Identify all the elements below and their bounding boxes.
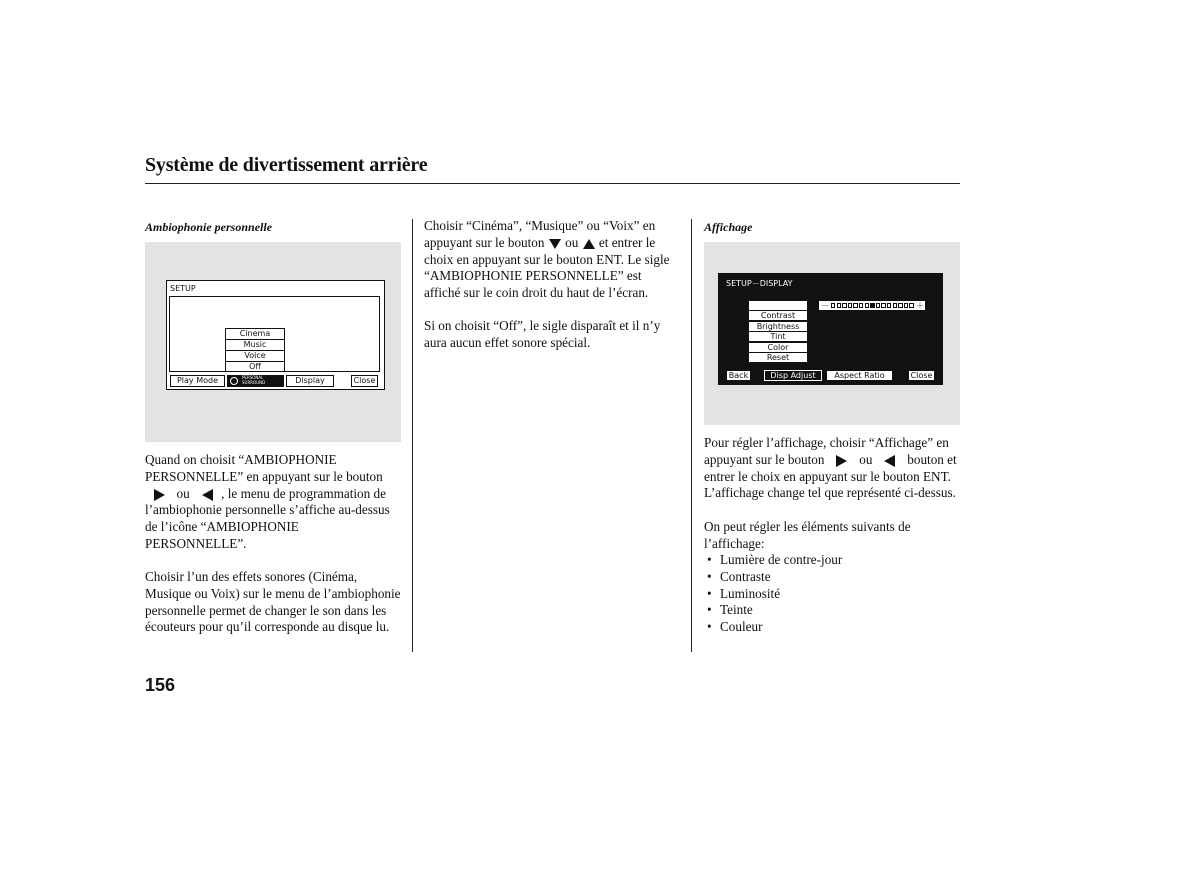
section-heading-display: Affichage: [704, 220, 753, 234]
display-p1-text-b: bouton et entrer le choix en appuyant sur le bouton ENT. L’affichage change tel que représenté ci-dessus.: [704, 451, 957, 501]
slider-minus-icon: －: [821, 301, 829, 310]
screen-content-area: [169, 296, 380, 372]
screen-title: SETUP: [170, 284, 196, 293]
list-item: • Lumière de contre-jour: [704, 552, 960, 569]
display-paragraph-1: [704, 435, 962, 502]
surround-paragraph-1: [145, 452, 403, 553]
slider-segment: [848, 303, 852, 308]
slider-segment: [853, 303, 857, 308]
list-item: • Luminosité: [704, 586, 960, 603]
close-button[interactable]: Close: [351, 375, 378, 387]
display-p1-or: ou: [859, 451, 873, 467]
slider-segment: [837, 303, 841, 308]
slider-segment: [842, 303, 846, 308]
display-paragraph-2: On peut régler les éléments suivants de l’affichage:: [704, 519, 911, 551]
display-p1-text-a: Pour régler l’affichage, choisir “Affichage” en appuyant sur le bouton: [704, 435, 949, 467]
slider-segment: [887, 303, 891, 308]
slider-segment: [904, 303, 908, 308]
selection-p1-or: ou: [565, 234, 579, 250]
surround-p1-text-b: , le menu de programmation de l’ambiophonie personnelle s’affiche au-dessus de l’icône “AMBIOPHONIE PERSONNELLE”.: [145, 485, 390, 551]
display-setup-screen: [718, 273, 943, 385]
page-title: Système de divertissement arrière: [145, 154, 428, 176]
personal-surround-button[interactable]: [227, 375, 284, 387]
selection-p1-text-b: et entrer le choix en appuyant sur le bouton ENT. Le sigle “AMBIOPHONIE PERSONNELLE” est affiché sur le coin droit du haut de l’écran.: [424, 234, 670, 301]
slider-segment: [865, 303, 869, 308]
display-button[interactable]: Display: [286, 375, 334, 387]
slider-segment: [893, 303, 897, 308]
surround-p1-or: ou: [176, 485, 190, 501]
page-number: 156: [145, 675, 176, 695]
surround-icon-label-2: SURROUND: [242, 380, 266, 385]
left-arrow-icon: [884, 455, 895, 467]
menu-item-contrast[interactable]: Contrast: [748, 310, 808, 321]
section-heading-surround: Ambiophonie personnelle: [145, 220, 273, 234]
slider-segment: [831, 303, 835, 308]
slider-segment: [881, 303, 885, 308]
slider-segment: [870, 303, 874, 308]
surround-setup-screen: [166, 280, 385, 390]
menu-item-off[interactable]: Off: [225, 361, 285, 372]
menu-item-reset[interactable]: Reset: [748, 352, 808, 363]
menu-item-music[interactable]: Music: [225, 339, 285, 351]
menu-item-tint[interactable]: Tint: [748, 331, 808, 342]
selection-p1-text-a: Choisir “Cinéma”, “Musique” ou “Voix” en appuyant sur le bouton: [424, 218, 656, 250]
slider-segment: [876, 303, 880, 308]
left-arrow-icon: [202, 489, 213, 501]
display-screen-title: SETUP－DISPLAY: [726, 279, 793, 288]
aspect-ratio-button[interactable]: Aspect Ratio: [826, 370, 893, 381]
surround-p1-text-a: Quand on choisit “AMBIOPHONIE PERSONNELLE” en appuyant sur le bouton: [145, 452, 383, 484]
menu-item-brightness[interactable]: Brightness: [748, 321, 808, 332]
display-adjust-list: [704, 552, 960, 636]
menu-item-back-light[interactable]: Back Light: [748, 300, 808, 311]
column-divider-2: [691, 219, 692, 652]
slider-plus-icon: ＋: [916, 301, 924, 310]
display-screenshot-panel: [704, 242, 960, 425]
column-divider-1: [412, 219, 413, 652]
backlight-slider[interactable]: [818, 300, 926, 311]
surround-icon: [230, 377, 238, 385]
list-item: • Contraste: [704, 569, 960, 586]
slider-track: [831, 303, 915, 308]
surround-icon-label-1: PERSONAL: [242, 375, 264, 380]
selection-paragraph-1: [424, 218, 680, 302]
list-item: • Teinte: [704, 602, 960, 619]
menu-item-voice[interactable]: Voice: [225, 350, 285, 362]
back-button[interactable]: Back: [726, 370, 751, 381]
slider-segment: [859, 303, 863, 308]
surround-screenshot-panel: [145, 242, 401, 442]
menu-item-color[interactable]: Color: [748, 342, 808, 353]
right-arrow-icon: [836, 455, 847, 467]
slider-segment: [909, 303, 913, 308]
play-mode-button[interactable]: Play Mode: [170, 375, 225, 387]
list-item: • Couleur: [704, 619, 960, 636]
slider-segment: [898, 303, 902, 308]
disp-adjust-button[interactable]: Disp Adjust: [764, 370, 822, 381]
up-arrow-icon: [583, 239, 595, 249]
title-rule: [145, 183, 960, 184]
menu-item-cinema[interactable]: Cinema: [225, 328, 285, 340]
right-arrow-icon: [154, 489, 165, 501]
down-arrow-icon: [549, 239, 561, 249]
selection-paragraph-2: Si on choisit “Off”, le sigle disparaît et il n’y aura aucun effet sonore spécial.: [424, 318, 661, 350]
surround-paragraph-2: Choisir l’un des effets sonores (Cinéma, Musique ou Voix) sur le menu de l’ambiophonie personnelle permet de changer le son dans les écouteurs pour qu’il corresponde au disque lu.: [145, 569, 401, 635]
close-display-button[interactable]: Close: [908, 370, 935, 381]
